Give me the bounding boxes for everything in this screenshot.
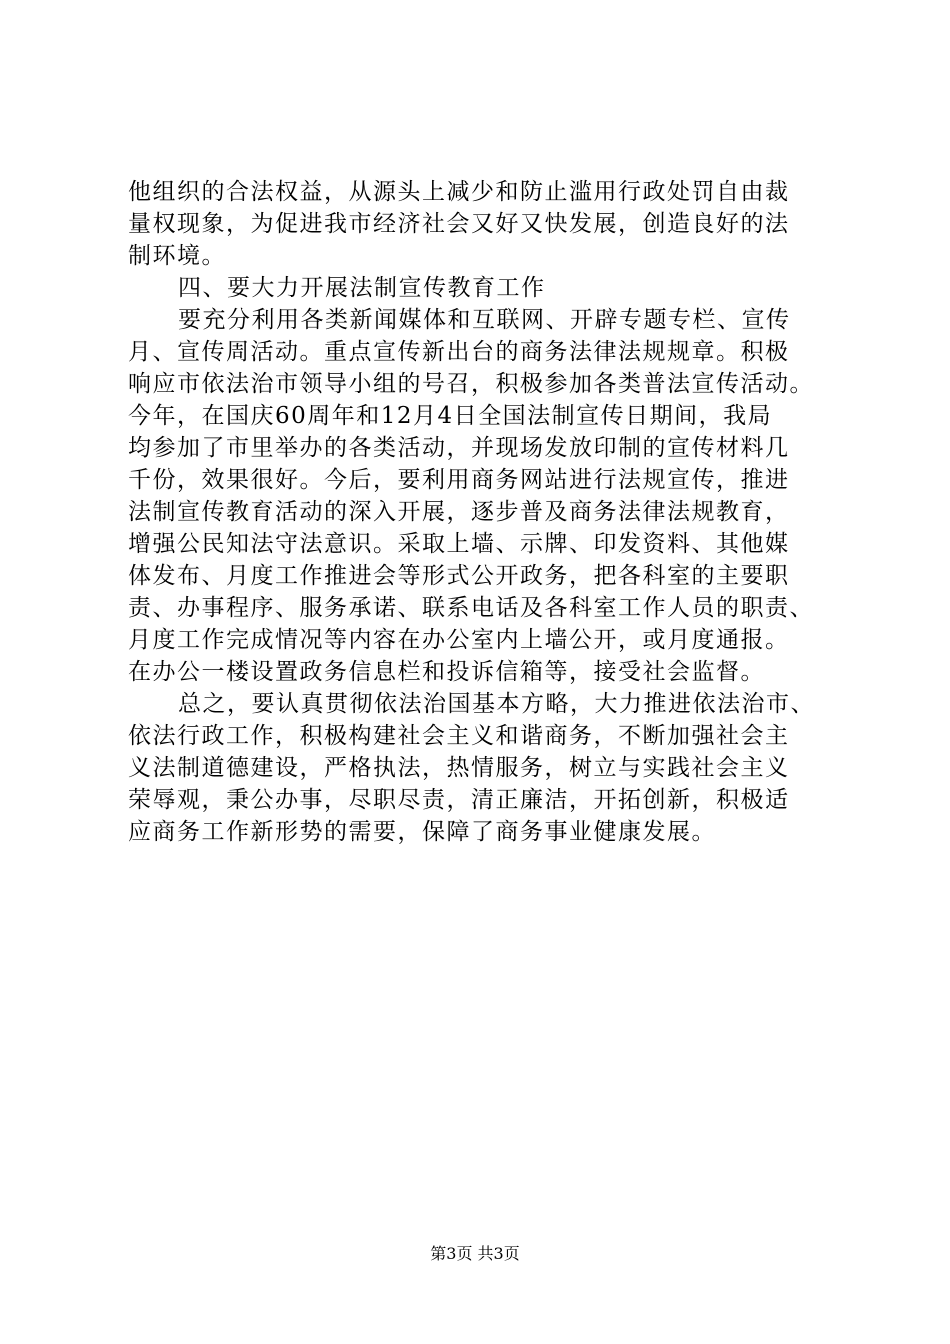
text-line: 增强公民知法守法意识。采取上墙、示牌、印发资料、其他媒 [128,531,790,557]
text-line: 责、办事程序、服务承诺、联系电话及各科室工作人员的职责、 [128,595,814,621]
text-line: 四、要大力开展法制宣传教育工作 [178,275,546,301]
text-line: 响应市依法治市领导小组的号召，积极参加各类普法宣传活动。 [128,371,814,397]
text-line: 应商务工作新形势的需要，保障了商务事业健康发展。 [128,819,716,845]
text-line: 均参加了市里举办的各类活动，并现场发放印制的宣传材料几 [128,435,790,461]
text-line: 制环境。 [128,243,226,269]
text-line: 月度工作完成情况等内容在办公室内上墙公开，或月度通报。 [128,627,790,653]
text-line: 要充分利用各类新闻媒体和互联网、开辟专题专栏、宣传 [178,307,791,333]
text-line: 今年，在国庆60周年和12月4日全国法制宣传日期间，我局 [128,403,773,429]
text-line: 法制宣传教育活动的深入开展，逐步普及商务法律法规教育， [128,499,790,525]
text-line: 在办公一楼设置政务信息栏和投诉信箱等，接受社会监督。 [128,659,765,685]
text-line: 千份，效果很好。今后，要利用商务网站进行法规宣传，推进 [128,467,790,493]
text-line: 荣辱观，秉公办事，尽职尽责，清正廉洁，开拓创新，积极适 [128,787,790,813]
text-line: 他组织的合法权益，从源头上减少和防止滥用行政处罚自由裁 [128,179,790,205]
text-line: 义法制道德建设，严格执法，热情服务，树立与实践社会主义 [128,755,790,781]
page-footer: 第3页 共3页 [430,1244,520,1263]
text-line: 依法行政工作，积极构建社会主义和谐商务，不断加强社会主 [128,723,790,749]
text-line: 量权现象，为促进我市经济社会又好又快发展，创造良好的法 [128,211,790,237]
text-line: 月、宣传周活动。重点宣传新出台的商务法律法规规章。积极 [128,339,790,365]
text-line: 总之，要认真贯彻依法治国基本方略，大力推进依法治市、 [178,691,815,717]
document-body [128,176,858,848]
text-line: 体发布、月度工作推进会等形式公开政务，把各科室的主要职 [128,563,790,589]
